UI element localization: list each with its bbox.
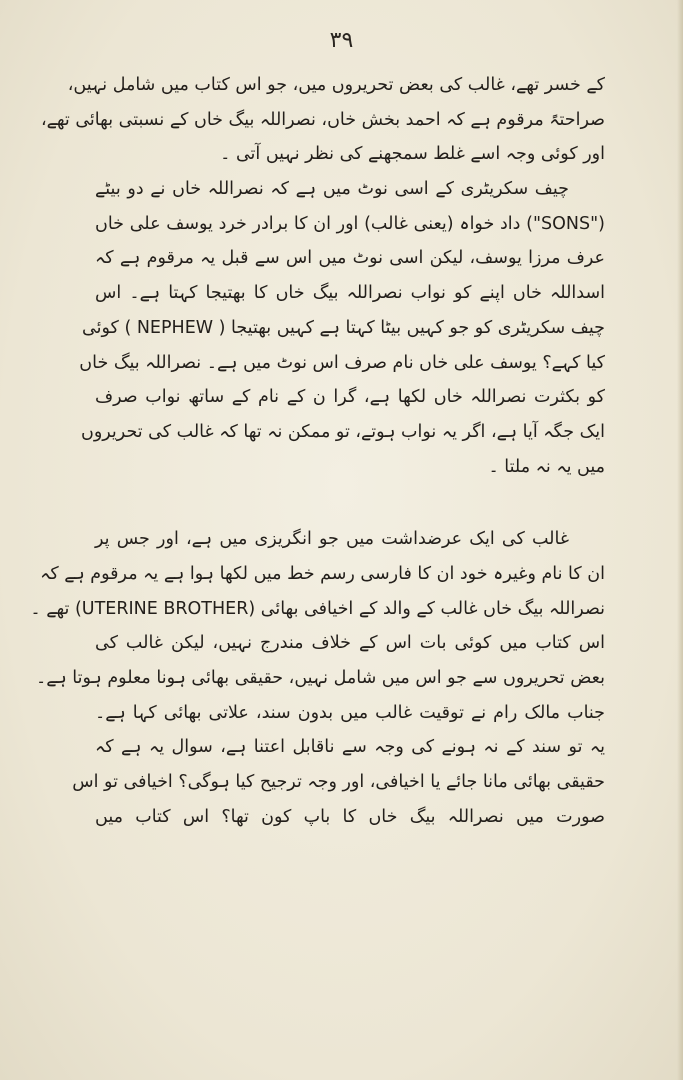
text-line: یہ تو سند کے نہ ہونے کی وجہ سے ناقابل اعتنا ہے، سوال یہ ہے کہ bbox=[95, 737, 605, 758]
text-line: صراحتہً مرقوم ہے کہ احمد بخش خاں، نصراللہ بیگ خاں کے نسبتی بھائی تھے، bbox=[40, 109, 605, 130]
text-line: ایک جگہ آیا ہے، اگر یہ نواب ہوتے، تو ممکن نہ تھا کہ غالب کی تحریروں bbox=[80, 421, 605, 442]
text-line: کیا کہے؟ یوسف علی خاں نام صرف اس نوٹ میں ہے۔ نصراللہ بیگ خاں bbox=[79, 352, 605, 373]
text-line: جناب مالک رام نے توقیت غالب میں بدون سند، علاتی بھائی کہا ہے۔ bbox=[95, 702, 605, 723]
text-line: حقیقی بھائی مانا جائے یا اخیافی، اور وجہ ترجیح کیا ہوگی؟ اخیافی تو اس bbox=[72, 772, 605, 793]
text-line: چیف سکریٹری کو جو کہیں بیٹا کہتا ہے کہیں بھتیجا ( NEPHEW ) کوئی bbox=[82, 317, 605, 338]
text-line: میں یہ نہ ملتا ۔ bbox=[488, 456, 605, 477]
text-line: غالب کی ایک عرضداشت میں جو انگریزی میں ہے، اور جس پر bbox=[95, 529, 569, 550]
scan-shadow-edge bbox=[677, 0, 683, 1080]
text-line: کو بکثرت نصراللہ خاں لکھا ہے، گرا ن کے نام کے ساتھ نواب صرف bbox=[95, 387, 605, 408]
text-line: بعض تحریروں سے جو اس میں شامل نہیں، حقیقی بھائی ہونا معلوم ہوتا ہے۔ bbox=[35, 668, 605, 688]
text-line: اور کوئی وجہ اسے غلط سمجھنے کی نظر نہیں آتی ۔ bbox=[220, 144, 605, 165]
text-line: ("SONS") داد خواہ (یعنی غالب) اور ان کا برادر خرد یوسف علی خاں bbox=[95, 213, 605, 234]
text-line: اس کتاب میں کوئی بات اس کے خلاف مندرج نہیں، لیکن غالب کی bbox=[95, 633, 605, 654]
text-line: چیف سکریٹری کے اسی نوٹ میں ہے کہ نصراللہ خاں نے دو بیٹے bbox=[95, 179, 569, 200]
text-line: ان کا نام وغیرہ خود ان کا فارسی رسم خط میں لکھا ہوا ہے یہ مرقوم ہے کہ bbox=[40, 563, 605, 584]
text-line: کے خسر تھے، غالب کی بعض تحریروں میں، جو اس کتاب میں شامل نہیں، bbox=[67, 75, 605, 95]
page-number: ۳۹ bbox=[329, 28, 354, 53]
text-line: نصراللہ بیگ خاں غالب کے والد کے اخیافی بھائی (UTERINE BROTHER) تھے ۔ bbox=[30, 598, 605, 619]
body-text bbox=[30, 68, 605, 834]
text-line: صورت میں نصراللہ بیگ خاں کا باپ کون تھا؟ اس کتاب میں bbox=[95, 806, 605, 827]
paragraph-gap bbox=[95, 484, 605, 522]
text-line: اسداللہ خاں اپنے کو نواب نصراللہ بیگ خاں کا بھتیجا کہتا ہے۔ اس bbox=[95, 283, 605, 304]
text-line: عرف مرزا یوسف، لیکن اسی نوٹ میں اس سے قبل یہ مرقوم ہے کہ bbox=[95, 248, 605, 269]
